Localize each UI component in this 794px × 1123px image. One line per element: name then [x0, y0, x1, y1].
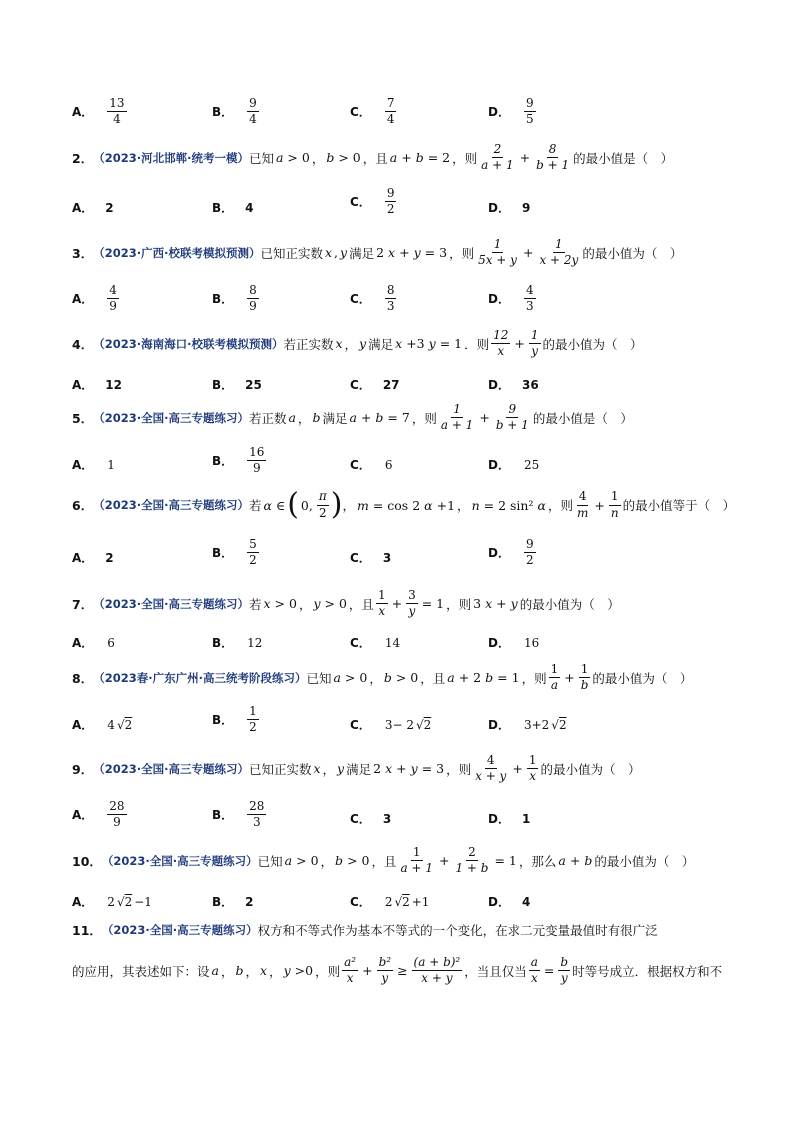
q6-option-c[interactable]: C． 3 — [350, 550, 392, 565]
q10-option-d[interactable]: D． 4 — [488, 894, 531, 909]
fraction: $\frac{9}{2}$ — [386, 186, 395, 217]
q3-option-c[interactable]: C． $\frac{8}{3}$ — [350, 283, 395, 314]
question-9: 9． （2023·全国·高三专题练习） 已知正实数 x ， y 满足 2 x + y = 3 ，则 $\frac{4}{x + y}$ + $\frac{1}{x}$ 的最小值为（ ） — [72, 753, 641, 784]
q5-option-a[interactable]: A． 1 — [72, 457, 115, 472]
fraction: $\frac{1}{x + 2y}$ — [539, 237, 579, 268]
q1-option-d[interactable] — [488, 97, 538, 126]
q8-option-d[interactable]: D． 3+2 √ 2 — [488, 717, 567, 732]
q2-option-c[interactable]: C． $\frac{9}{2}$ — [350, 186, 395, 217]
q9-option-c[interactable]: C． 3 — [350, 811, 392, 826]
option-label: D． — [488, 105, 510, 120]
q5-option-c[interactable]: C． 6 — [350, 457, 393, 472]
question-4: 4． （2023·海南海口·校联考模拟预测） 若正实数 x ， y 满足 x +3 y = 1 ．则 $\frac{12}{x}$ + $\frac{1}{y}$ 的最小值为（ ） — [72, 328, 643, 359]
q6-option-b[interactable]: B． $\frac{5}{2}$ — [212, 537, 257, 568]
question-3: 3． （2023·广西·校联考模拟预测） 已知正实数 x , y 满足 2 x + y = 3 ，则 $\frac{1}{5x + y}$ + $\frac{1}{x + 2y}$ 的最小值为（ ） — [72, 237, 683, 268]
q5-option-d[interactable]: D． 25 — [488, 457, 540, 472]
fraction: $\frac{13}{4}$ — [109, 96, 125, 127]
fraction: $\frac{1}{5x + y}$ — [478, 237, 517, 268]
question-7: 7． （2023·全国·高三专题练习） 若 x > 0 ， y > 0 ，且 $\frac{1}{x}$ + $\frac{3}{y}$ = 1 ，则 3 x + y 的最小值为（ ） — [72, 588, 620, 619]
q3-option-b[interactable]: B． $\frac{8}{9}$ — [212, 283, 257, 314]
question-2: 2． （2023·河北邯郸·统考一模） 已知 a > 0 ， b > 0 ，且 a + b = 2 ，则 $\frac{2}{a + 1}$ + $\frac{8}{b + 1}$ 的最小值是（ ） — [72, 142, 674, 173]
q8-option-c[interactable]: C． 3− 2 √ 2 — [350, 717, 432, 732]
q1-option-b[interactable] — [212, 97, 261, 126]
q5-option-b[interactable]: B． $\frac{16}{9}$ — [212, 445, 265, 476]
q6-option-a[interactable]: A． 2 — [72, 550, 114, 565]
q4-option-d[interactable]: D． 36 — [488, 377, 539, 392]
q4-option-b[interactable]: B． 25 — [212, 377, 262, 392]
q8-option-a[interactable]: A． 4 √ 2 — [72, 717, 133, 732]
q1-option-c[interactable] — [350, 97, 398, 126]
q4-option-a[interactable]: A． 12 — [72, 377, 122, 392]
question-5: 5． （2023·全国·高三专题练习） 若正数 a ， b 满足 a + b = 7 ，则 $\frac{1}{a + 1}$ + $\frac{9}{b + 1}$ 的最小值是（ ） — [72, 402, 633, 433]
q9-option-a[interactable]: A． $\frac{28}{9}$ — [72, 799, 125, 830]
q10-option-c[interactable]: C． 2 √ 2 +1 — [350, 894, 430, 909]
q7-option-a[interactable]: A． 6 — [72, 635, 115, 650]
fraction: $\frac{2}{a + 1}$ — [481, 142, 514, 173]
q3-option-a[interactable]: A． $\frac{4}{9}$ — [72, 283, 117, 314]
option-label: A． — [72, 105, 94, 120]
question-6: 6． （2023·全国·高三专题练习） 若 α ∈ ( 0, $\frac{\pi}{2}$ ) ， m = cos 2 α +1 ， n = 2 sin² α ，则 $\frac{4}{m}$ + $\frac{1}{n}$ 的最小值等于（ ） — [72, 487, 736, 522]
q2-option-d[interactable]: D． 9 — [488, 200, 531, 215]
question-10: 10． （2023·全国·高三专题练习） 已知 a > 0 ， b > 0 ，且 $\frac{1}{a + 1}$ + $\frac{2}{1 + b}$ = 1 ，那么 a + b 的最小值为（ ） — [72, 845, 695, 876]
q10-option-b[interactable]: B． 2 — [212, 894, 254, 909]
q2-option-a[interactable]: A． 2 — [72, 200, 114, 215]
q7-option-d[interactable]: D． 16 — [488, 635, 540, 650]
q6-option-d[interactable]: D． $\frac{9}{2}$ — [488, 537, 534, 568]
question-11-line-2: 的应用，其表述如下：设 a ， b ， x ， y >0 ，则 $\frac{\text{a²}}{x}$ + $\frac{\text{b²}}{y}$ ≥ $\frac{\text{(a + b)²}}{x + y}$ ，当且仅当 $\frac{a}{x}$ = $\frac{b}{y}$ 时等号成立．根据权方和不 — [72, 955, 723, 986]
fraction: $\frac{8}{b + 1}$ — [536, 142, 570, 173]
q7-option-c[interactable]: C． 14 — [350, 635, 401, 650]
q2-option-b[interactable]: B． 4 — [212, 200, 254, 215]
question-8: 8． （2023春·广东广州·高三统考阶段练习） 已知 a > 0 ， b > 0 ，且 a + 2 b = 1 ，则 $\frac{1}{a}$ + $\frac{1}{b}$ 的最小值为（ ） — [72, 662, 693, 693]
q8-option-b[interactable]: B． $\frac{1}{2}$ — [212, 704, 257, 735]
q10-option-a[interactable]: A． 2 √ 2 −1 — [72, 894, 152, 909]
q1-option-a[interactable] — [72, 97, 129, 126]
fraction: $\frac{9}{5}$ — [525, 96, 534, 127]
fraction: $\frac{7}{4}$ — [386, 96, 395, 127]
option-label: B． — [212, 105, 234, 120]
q7-option-b[interactable]: B． 12 — [212, 635, 263, 650]
q3-option-d[interactable]: D． $\frac{4}{3}$ — [488, 283, 534, 314]
q9-option-b[interactable]: B． $\frac{28}{3}$ — [212, 799, 265, 830]
option-label: C． — [350, 105, 371, 120]
fraction: $\frac{9}{4}$ — [249, 96, 257, 127]
question-11: 11． （2023·全国·高三专题练习） 权方和不等式作为基本不等式的一个变化，在求二元变量最值时有很广泛 — [72, 923, 658, 938]
q4-option-c[interactable]: C． 27 — [350, 377, 400, 392]
question-source: （2023·河北邯郸·统考一模） — [93, 150, 249, 165]
q9-option-d[interactable]: D． 1 — [488, 811, 531, 826]
